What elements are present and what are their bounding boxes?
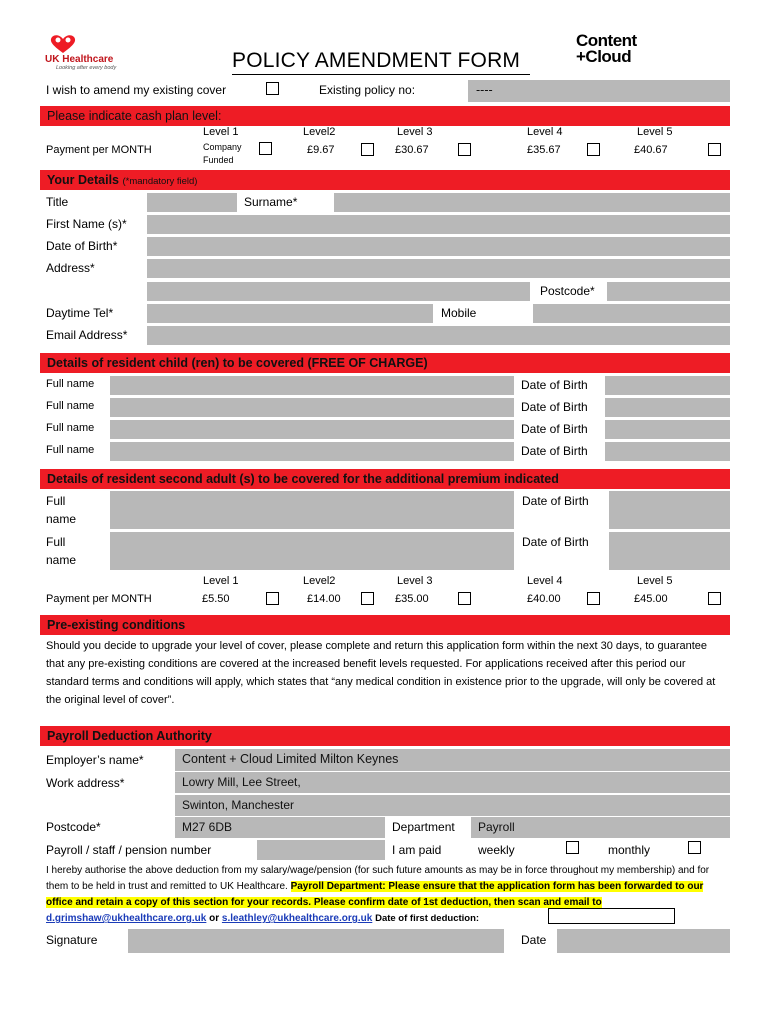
- payroll-postcode-label: Postcode*: [46, 820, 101, 834]
- child-4-dob-field[interactable]: [605, 442, 730, 461]
- preexisting-text: Should you decide to upgrade your level of cover, please complete and return this application form within the next 30 days, to guarantee that any pre-existing conditions are covered at the increased benefit levels requested. For applications received after this period our standard terms and conditions will apply, which states that “any medical condition in existence prior to the upgrade, will only be covered at the original level of cover”.: [46, 640, 716, 706]
- payroll-postcode-value: M27 6DB: [182, 820, 233, 834]
- adult-1-full-label: Full: [46, 494, 66, 508]
- logo-tagline: Looking after every body: [56, 65, 117, 71]
- or-text: or: [209, 913, 220, 924]
- title-label: Title: [46, 195, 69, 209]
- mandatory-note: (*mandatory field): [122, 176, 198, 187]
- content-cloud-logo: [576, 33, 656, 69]
- child-4-dob-label: Date of Birth: [521, 444, 588, 458]
- address-field-line2[interactable]: [147, 282, 530, 301]
- adult-level-1-name: Level 1: [203, 575, 239, 587]
- auth-statement: I hereby authorise the above deduction from my salary/wage/pension (for such future amounts as may be in force throughout my membership) and for them to be held in trust and remitted to UK Healthcare.: [46, 865, 710, 892]
- child-3-name-field[interactable]: [110, 420, 514, 439]
- adult-level-2-price: £14.00: [307, 593, 341, 605]
- partner-logo-line1: Content: [576, 31, 637, 50]
- children-bar: Details of resident child (ren) to be covered (FREE OF CHARGE): [40, 353, 730, 373]
- work-address-line2-field[interactable]: [175, 795, 730, 816]
- staff-number-field[interactable]: [257, 840, 385, 860]
- cash-level-5-name: Level 5: [637, 126, 673, 138]
- cash-payment-label: Payment per MONTH: [46, 144, 152, 156]
- date-field[interactable]: [557, 929, 730, 953]
- daytime-tel-field[interactable]: [147, 304, 433, 323]
- cash-level-3-name: Level 3: [397, 126, 433, 138]
- child-3-dob-field[interactable]: [605, 420, 730, 439]
- work-address-label: Work address*: [46, 776, 125, 790]
- email-label: Email Address*: [46, 328, 128, 342]
- department-value: Payroll: [478, 820, 515, 834]
- adult-2-dob-field[interactable]: [609, 532, 730, 570]
- adult-2-name-label: name: [46, 553, 77, 567]
- work-address-line1: Lowry Mill, Lee Street,: [182, 775, 301, 789]
- email-field[interactable]: [147, 326, 730, 345]
- cash-level-2-checkbox[interactable]: [361, 143, 374, 156]
- adult-level-5-checkbox[interactable]: [708, 592, 721, 605]
- adult-1-name-field[interactable]: [110, 491, 514, 529]
- title-underline: [232, 74, 530, 75]
- partner-logo-line2: +Cloud: [576, 47, 632, 66]
- auth-highlight: Payroll Department: Please ensure that the application form has been forwarded to our office and retain a copy of this section for your records. Please confirm date of 1st deduction, then scan and email to: [46, 881, 704, 908]
- adult-1-name-label: name: [46, 512, 77, 526]
- adult-level-2-name: Level2: [303, 575, 336, 587]
- email-link-leathley[interactable]: s.leathley@ukhealthcare.org.uk: [221, 913, 373, 924]
- adult-2-name-field[interactable]: [110, 532, 514, 570]
- adult-2-dob-label: Date of Birth: [522, 535, 589, 549]
- child-2-name-label: Full name: [46, 400, 95, 412]
- signature-label: Signature: [46, 933, 98, 947]
- child-2-dob-field[interactable]: [605, 398, 730, 417]
- signature-field[interactable]: [128, 929, 504, 953]
- child-1-name-label: Full name: [46, 378, 95, 390]
- adult-level-3-price: £35.00: [395, 593, 429, 605]
- cash-level-1-price: Company Funded: [203, 142, 242, 165]
- postcode-label: Postcode*: [540, 284, 595, 298]
- daytime-tel-label: Daytime Tel*: [46, 306, 114, 320]
- department-label: Department: [392, 820, 455, 834]
- child-1-dob-label: Date of Birth: [521, 378, 588, 392]
- your-details-bar: [40, 170, 730, 190]
- first-deduction-field[interactable]: [548, 908, 675, 924]
- adult-level-5-name: Level 5: [637, 575, 673, 587]
- adult-2-full-label: Full: [46, 535, 66, 549]
- child-1-dob-field[interactable]: [605, 376, 730, 395]
- uk-healthcare-logo: [44, 34, 154, 74]
- paid-label: I am paid: [392, 843, 442, 857]
- existing-policy-label: Existing policy no:: [319, 83, 416, 97]
- cash-level-1-name: Level 1: [203, 126, 239, 138]
- payroll-postcode-field[interactable]: [175, 817, 385, 838]
- monthly-checkbox[interactable]: [688, 841, 701, 854]
- adult-level-2-checkbox[interactable]: [361, 592, 374, 605]
- adult-level-1-price: £5.50: [202, 593, 230, 605]
- cash-level-2-name: Level2: [303, 126, 336, 138]
- existing-policy-value: ----: [476, 83, 493, 97]
- first-deduction-label: Date of first deduction:: [375, 913, 480, 924]
- preexisting-bar: Pre-existing conditions: [40, 615, 730, 635]
- adult-level-4-price: £40.00: [527, 593, 561, 605]
- dob-label: Date of Birth*: [46, 239, 118, 253]
- employer-field[interactable]: [175, 749, 730, 771]
- cash-level-4-name: Level 4: [527, 126, 563, 138]
- adult-1-dob-field[interactable]: [609, 491, 730, 529]
- mobile-field[interactable]: [533, 304, 730, 323]
- child-3-dob-label: Date of Birth: [521, 422, 588, 436]
- cash-plan-bar: Please indicate cash plan level:: [40, 106, 730, 126]
- department-field[interactable]: [471, 817, 730, 838]
- cash-level-3-price: £30.67: [395, 144, 429, 156]
- staff-number-label: Payroll / staff / pension number: [46, 843, 212, 857]
- first-name-field[interactable]: [147, 215, 730, 234]
- cash-level-5-price: £40.67: [634, 144, 668, 156]
- child-1-name-field[interactable]: [110, 376, 514, 395]
- date-label: Date: [521, 933, 547, 947]
- postcode-field[interactable]: [607, 282, 730, 301]
- child-2-name-field[interactable]: [110, 398, 514, 417]
- monthly-label: monthly: [608, 843, 651, 857]
- amend-cover-checkbox[interactable]: [266, 82, 279, 95]
- email-link-grimshaw[interactable]: d.grimshaw@ukhealthcare.org.uk: [46, 913, 207, 924]
- child-2-dob-label: Date of Birth: [521, 400, 588, 414]
- adult-level-1-checkbox[interactable]: [266, 592, 279, 605]
- cash-level-2-price: £9.67: [307, 144, 335, 156]
- weekly-label: weekly: [478, 843, 515, 857]
- child-3-name-label: Full name: [46, 422, 95, 434]
- your-details-title: Your Details: [47, 173, 120, 187]
- adult-1-dob-label: Date of Birth: [522, 494, 589, 508]
- work-address-line2: Swinton, Manchester: [182, 798, 295, 812]
- adult-level-3-checkbox[interactable]: [458, 592, 471, 605]
- adult-level-4-checkbox[interactable]: [587, 592, 600, 605]
- existing-policy-field[interactable]: [468, 80, 730, 102]
- amend-cover-label: I wish to amend my existing cover: [46, 83, 227, 97]
- cash-level-3-checkbox[interactable]: [458, 143, 471, 156]
- address-field-line1[interactable]: [147, 259, 730, 278]
- work-address-line1-field[interactable]: [175, 772, 730, 793]
- dob-field[interactable]: [147, 237, 730, 256]
- address-label: Address*: [46, 261, 95, 275]
- cash-level-4-price: £35.67: [527, 144, 561, 156]
- adult-level-3-name: Level 3: [397, 575, 433, 587]
- title-field[interactable]: [147, 193, 237, 212]
- surname-field[interactable]: [334, 193, 730, 212]
- employer-label: Employer’s name*: [46, 753, 144, 767]
- surname-label: Surname*: [244, 195, 298, 209]
- cash-level-1-checkbox[interactable]: [259, 142, 272, 155]
- adult-payment-label: Payment per MONTH: [46, 593, 152, 605]
- logo-brand: UK Healthcare: [45, 54, 114, 65]
- mobile-label: Mobile: [441, 306, 477, 320]
- second-adult-bar: Details of resident second adult (s) to be covered for the additional premium indicated: [40, 469, 730, 489]
- page-title: POLICY AMENDMENT FORM: [232, 49, 521, 72]
- employer-value: Content + Cloud Limited Milton Keynes: [182, 752, 399, 766]
- payroll-bar: Payroll Deduction Authority: [40, 726, 730, 746]
- heart-people-icon: [48, 34, 78, 54]
- cash-level-4-checkbox[interactable]: [587, 143, 600, 156]
- child-4-name-label: Full name: [46, 444, 95, 456]
- child-4-name-field[interactable]: [110, 442, 514, 461]
- cash-level-5-checkbox[interactable]: [708, 143, 721, 156]
- first-name-label: First Name (s)*: [46, 217, 127, 231]
- adult-level-5-price: £45.00: [634, 593, 668, 605]
- adult-level-4-name: Level 4: [527, 575, 563, 587]
- weekly-checkbox[interactable]: [566, 841, 579, 854]
